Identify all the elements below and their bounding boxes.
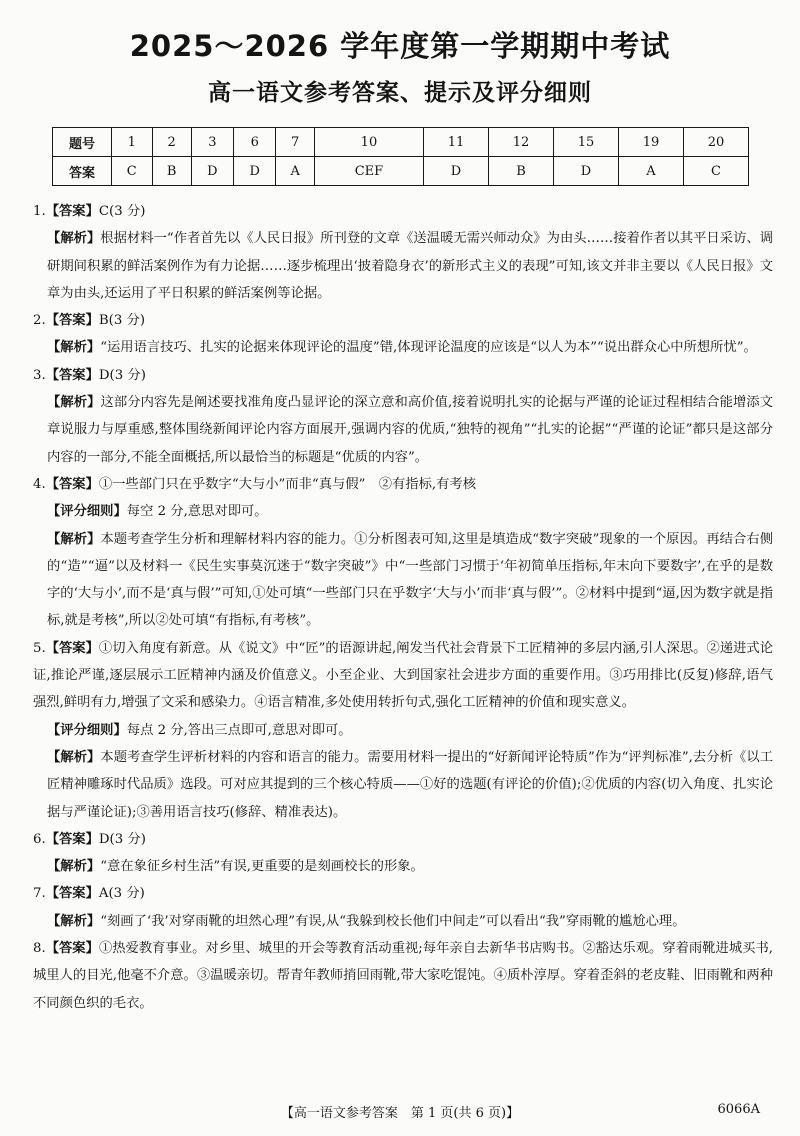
analysis-paragraph [33, 744, 773, 826]
scoring-rules [33, 717, 773, 744]
answer-tag: 【答案】 [45, 204, 99, 219]
question-number-cell: 6 [234, 128, 276, 157]
analysis-text: 这部分内容先是阐述要找准角度凸显评论的深立意和高价值,接着说明扎实的论据与严谨的论证过程相结合能增添文章说服力与厚重感,整体围绕新闻评论内容方面展开,强调内容的优质,“独特的视角”“扎实的论据”“严谨的论证”都只是这部分内容的一部分,不能全面概括,所以最恰当的标题是“优质的内容”。 [47, 395, 773, 465]
answer-cell: B [489, 157, 554, 186]
question-number: 7. [33, 886, 46, 902]
analysis-paragraph [33, 526, 773, 635]
analysis-tag: 【解析】 [47, 749, 101, 765]
answer-line [33, 471, 773, 498]
question-number-cell: 20 [683, 128, 748, 157]
answer-text: D(3 分) [98, 831, 146, 847]
question-number: 4. [33, 476, 46, 492]
question-number: 1. [33, 204, 46, 219]
question-number-cell: 10 [314, 128, 423, 157]
question-number-row [53, 128, 749, 157]
question-number-cell: 15 [553, 128, 618, 157]
answer-text: ①一些部门只在乎数字“大与小”而非“真与假” ②有指标,有考核 [98, 476, 477, 492]
answer-text: ①热爱教育事业。对乡里、城里的开会等教育活动重视;每年亲自去新华书店购书。②豁达乐观。穿着雨靴进城买书,城里人的目光,他毫不介意。③温暖亲切。帮青年教师捎回雨靴,带大家吃馄饨。④质朴淳厚。穿着歪斜的老皮鞋、旧雨靴和两种不同颜色织的毛衣。 [33, 941, 773, 1011]
analysis-paragraph [33, 334, 773, 361]
page-footer [0, 1102, 800, 1121]
analysis-text: “刻画了‘我’对穿雨靴的坦然心理”有误,从“我躲到校长他们中间走”可以看出“我”穿雨靴的尴尬心理。 [100, 913, 686, 929]
analysis-paragraph [33, 389, 773, 471]
answer-cell: A [276, 157, 314, 186]
question-number-cell: 12 [489, 128, 554, 157]
answer-line [33, 635, 773, 717]
answer-cell: D [553, 157, 618, 186]
analysis-paragraph [33, 908, 773, 935]
question-number-cell: 11 [424, 128, 489, 157]
analysis-tag: 【解析】 [47, 231, 101, 247]
question-number-cell: 7 [276, 128, 314, 157]
analysis-text: 本题考查学生评析材料的内容和语言的能力。需要用材料一提出的“好新闻评论特质”作为“评判标准”,去分析《以工匠精神雕琢时代品质》选段。可对应其提到的三个核心特质——①好的选题(有评论的价值);②优质的内容(切入角度、扎实论据与严谨论证);③善用语言技巧(修辞、精准表达)。 [47, 749, 774, 820]
answer-cell: A [618, 157, 683, 186]
answer-tag: 【答案】 [45, 886, 99, 902]
answer-tag: 【答案】 [45, 313, 99, 329]
question-number-cell: 2 [152, 128, 191, 157]
question-number: 3. [33, 367, 46, 383]
answer-cell: D [191, 157, 233, 186]
answer-text: A(3 分) [98, 886, 145, 902]
question-number: 6. [33, 831, 46, 847]
answer-line [33, 826, 773, 853]
answer-tag: 【答案】 [45, 640, 99, 656]
answer-tag: 【答案】 [45, 367, 99, 383]
question-number-label: 题号 [53, 128, 112, 157]
answer-line [33, 307, 773, 334]
question-number-cell: 3 [191, 128, 233, 157]
answer-cell: D [234, 157, 276, 186]
answer-line [33, 880, 773, 907]
answer-label: 答案 [53, 157, 112, 186]
question-number-cell: 1 [112, 128, 153, 157]
analysis-tag: 【解析】 [47, 395, 101, 411]
question-number-cell: 19 [618, 128, 683, 157]
answer-tag: 【答案】 [45, 941, 99, 957]
answer-cell: D [424, 157, 489, 186]
answer-text: C(3 分) [98, 204, 146, 219]
answer-cell: CEF [314, 157, 423, 186]
scoring-text: 每空 2 分,意思对即可。 [126, 504, 268, 520]
scoring-rules [33, 498, 773, 525]
document-code: 6066A [717, 1102, 760, 1117]
analysis-tag: 【解析】 [47, 340, 101, 356]
answer-line [33, 935, 773, 1017]
answer-line [33, 362, 773, 389]
answer-tag: 【答案】 [45, 831, 99, 847]
answer-line [33, 198, 773, 225]
analysis-paragraph [33, 225, 773, 307]
answer-cell: C [112, 157, 153, 186]
question-number: 5. [33, 640, 46, 656]
question-number: 2. [33, 313, 46, 329]
answer-cell: B [152, 157, 191, 186]
answer-cell: C [683, 157, 748, 186]
exam-subtitle: 高一语文参考答案、提示及评分细则 [208, 80, 592, 106]
analysis-text: 本题考查学生分析和理解材料内容的能力。①分析图表可知,这里是填造成“数字突破”现象的一个原因。再结合右侧的“造”“逼”以及材料一《民生实事莫沉迷于“数字突破”》中“一些部门习惯于‘年初简单压指标,年末向下要数字’,在乎的是数字的‘大与小’,而不是‘真与假’”可知,①处可填“一些部门只在乎数字‘大与小’而非‘真与假’”。②材料中提到“逼,因为数字就是指标,就是考核”,所以②处可填“有指标,有考核”。 [47, 531, 773, 629]
answer-row [53, 157, 749, 186]
analysis-tag: 【解析】 [47, 859, 101, 875]
scoring-tag: 【评分细则】 [47, 722, 127, 738]
answer-tag: 【答案】 [45, 476, 99, 492]
analysis-text: “运用语言技巧、扎实的论据来体现评论的温度”错,体现评论温度的应该是“以人为本”“说出群众心中所想所忧”。 [100, 340, 757, 356]
scoring-tag: 【评分细则】 [47, 504, 127, 520]
exam-title: 2025～2026 学年度第一学期期中考试 [129, 29, 671, 63]
footer-page-info: 【高一语文参考答案 第 1 页(共 6 页)】 [280, 1106, 520, 1121]
answer-explanations [33, 198, 773, 1017]
scoring-text: 每点 2 分,答出三点即可,意思对即可。 [126, 722, 352, 738]
answer-text: D(3 分) [98, 367, 146, 383]
analysis-paragraph [33, 853, 773, 880]
answer-text: B(3 分) [98, 313, 146, 329]
analysis-tag: 【解析】 [47, 913, 101, 929]
analysis-tag: 【解析】 [47, 531, 101, 547]
question-number: 8. [33, 941, 46, 957]
answer-text: ①切入角度有新意。从《说文》中“匠”的语源讲起,阐发当代社会背景下工匠精神的多层内涵,引人深思。②递进式论证,推论严谨,逐层展示工匠精神内涵及价值意义。小至企业、大到国家社会进步方面的重要作用。③巧用排比(反复)修辞,语气强烈,鲜明有力,增强了文采和感染力。④语言精准,多处使用转折句式,强化工匠精神的价值和现实意义。 [33, 640, 773, 711]
analysis-text: 根据材料一“作者首先以《人民日报》所刊登的文章《送温暖无需兴师动众》为由头……接着作者以其平日采访、调研期间积累的鲜活案例作为有力论据……逐步梳理出‘披着隐身衣’的新形式主义的表现”可知,该文并非主要以《人民日报》文章为由头,还运用了平日积累的鲜活案例等论据。 [47, 231, 774, 301]
answer-table [52, 127, 749, 186]
analysis-text: “意在象征乡村生活”有误,更重要的是刻画校长的形象。 [100, 859, 424, 875]
